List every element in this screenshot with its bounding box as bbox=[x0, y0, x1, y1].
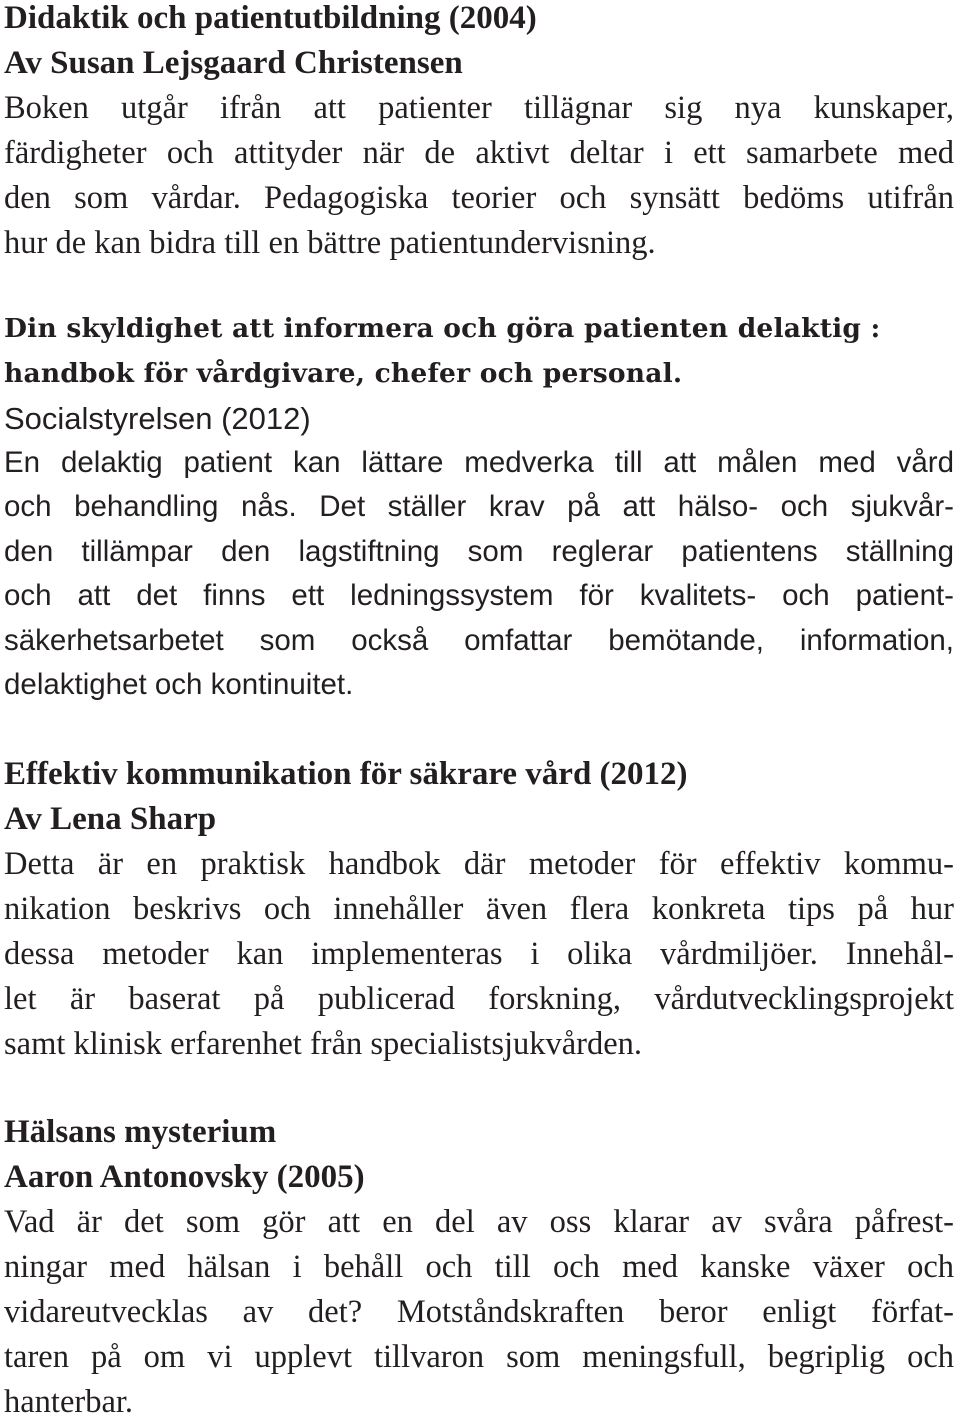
description-line: den tillämpar den lagstiftning som reglerar patientens ställning bbox=[4, 534, 954, 568]
book-entry-din-skyldighet bbox=[4, 306, 954, 707]
description-line: taren på om vi upplevt tillvaron som meningsfull, begriplig och bbox=[4, 1339, 954, 1375]
book-author: Socialstyrelsen (2012) bbox=[4, 401, 311, 436]
book-title: Hälsans mysterium bbox=[4, 1114, 277, 1150]
title-line: handbok för vårdgivare, chefer och personal. bbox=[4, 358, 683, 389]
description-line: säkerhetsarbetet som också omfattar bemötande, information, bbox=[4, 623, 954, 657]
description-line: samt klinisk erfarenhet från specialistsjukvården. bbox=[4, 1026, 643, 1062]
description-line: let är baserat på publicerad forskning, vårdutvecklingsprojekt bbox=[4, 981, 954, 1017]
description-line: ningar med hälsan i behåll och till och med kanske växer och bbox=[4, 1249, 954, 1285]
book-title bbox=[4, 306, 954, 396]
book-title: Didaktik och patientutbildning (2004) bbox=[4, 0, 537, 36]
book-entry-effektiv-kommunikation bbox=[4, 752, 954, 1067]
book-description bbox=[4, 842, 954, 1067]
title-line: Din skyldighet att informera och göra patienten delaktig : bbox=[4, 313, 881, 344]
description-line: hur de kan bidra till en bättre patientundervisning. bbox=[4, 225, 656, 261]
book-description bbox=[4, 441, 954, 707]
book-description bbox=[4, 86, 954, 266]
description-line: nikation beskrivs och innehåller även flera konkreta tips på hur bbox=[4, 891, 954, 927]
book-title: Effektiv kommunikation för säkrare vård (2012) bbox=[4, 756, 688, 792]
book-author: Aaron Antonovsky (2005) bbox=[4, 1159, 365, 1195]
book-author: Av Susan Lejsgaard Christensen bbox=[4, 45, 463, 81]
description-line: och att det finns ett ledningssystem för kvalitets- och patient- bbox=[4, 579, 954, 613]
book-author: Av Lena Sharp bbox=[4, 801, 217, 837]
description-line: dessa metoder kan implementeras i olika vårdmiljöer. Innehål- bbox=[4, 936, 954, 972]
book-entry-didaktik bbox=[4, 0, 954, 266]
description-line: delaktighet och kontinuitet. bbox=[4, 668, 354, 702]
description-line: hanterbar. bbox=[4, 1384, 134, 1420]
description-line: den som vårdar. Pedagogiska teorier och synsätt bedöms utifrån bbox=[4, 180, 954, 216]
book-description bbox=[4, 1200, 954, 1425]
description-line: vidareutvecklas av det? Motståndskraften beror enligt förfat- bbox=[4, 1294, 954, 1330]
description-line: Detta är en praktisk handbok där metoder för effektiv kommu- bbox=[4, 846, 954, 882]
description-line: färdigheter och attityder när de aktivt deltar i ett samarbete med bbox=[4, 135, 954, 171]
description-line: och behandling nås. Det ställer krav på att hälso- och sjukvår- bbox=[4, 490, 954, 524]
description-line: En delaktig patient kan lättare medverka till att målen med vård bbox=[4, 446, 954, 479]
description-line: Boken utgår ifrån att patienter tillägnar sig nya kunskaper, bbox=[4, 90, 954, 126]
description-line: Vad är det som gör att en del av oss klarar av svåra påfrest- bbox=[4, 1204, 954, 1240]
book-entry-halsans-mysterium bbox=[4, 1110, 954, 1425]
